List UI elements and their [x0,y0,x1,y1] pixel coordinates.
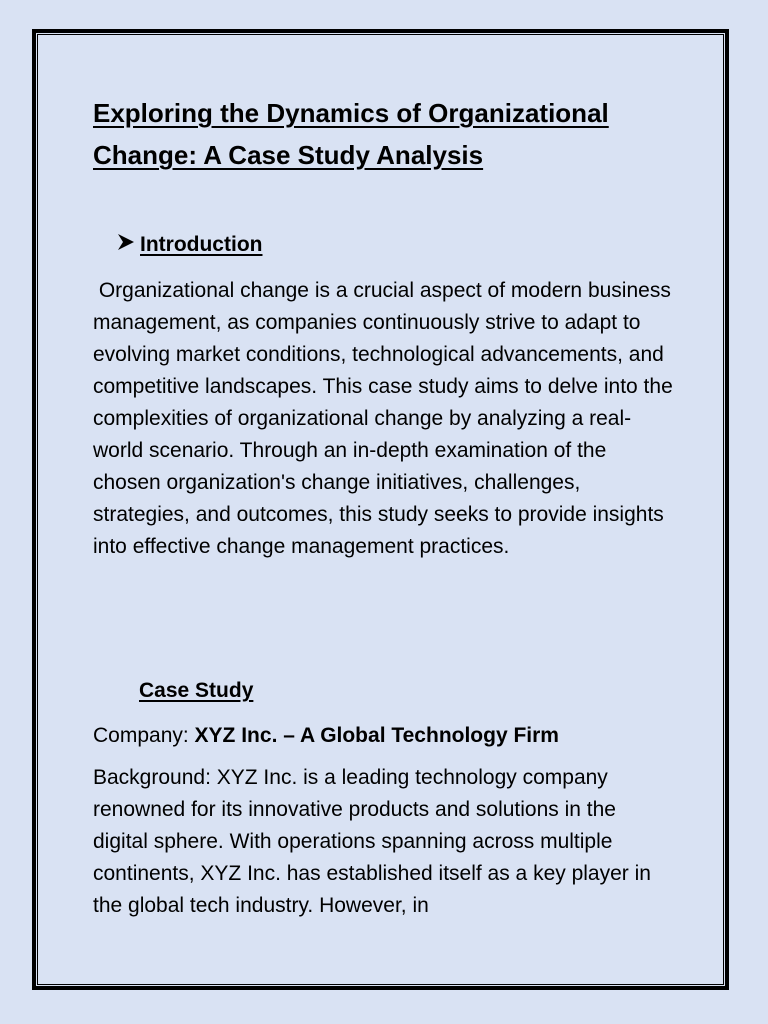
introduction-heading-label: Introduction [140,233,263,256]
case-study-heading: Case Study [139,679,254,702]
introduction-heading [116,232,262,258]
background-paragraph [93,762,673,922]
document-title: Exploring the Dynamics of Organizational Change: A Case Study Analysis [93,98,609,170]
company-label: Company: [93,724,195,747]
introduction-paragraph: Organizational change is a crucial aspect of modern business management, as companies continuously strive to adapt to evolving market conditions, technological advancements, and competitive landscapes. This case study aims to delve into the complexities of organizational change by analyzing a real-world scenario. Through an in-depth examination of the chosen organization's change initiatives, challenges, strategies, and outcomes, this study seeks to provide insights into effective change management practices. [93,279,679,558]
arrow-bullet-icon [116,232,138,258]
company-line [93,720,673,752]
background-label: Background: [93,766,217,789]
background-text: XYZ Inc. is a leading technology company renowned for its innovative products and solutions in the digital sphere. With operations spanning across multiple continents, XYZ Inc. has established itself as a key player in the global tech industry. However, in [93,766,651,917]
company-value: XYZ Inc. – A Global Technology Firm [194,724,559,747]
